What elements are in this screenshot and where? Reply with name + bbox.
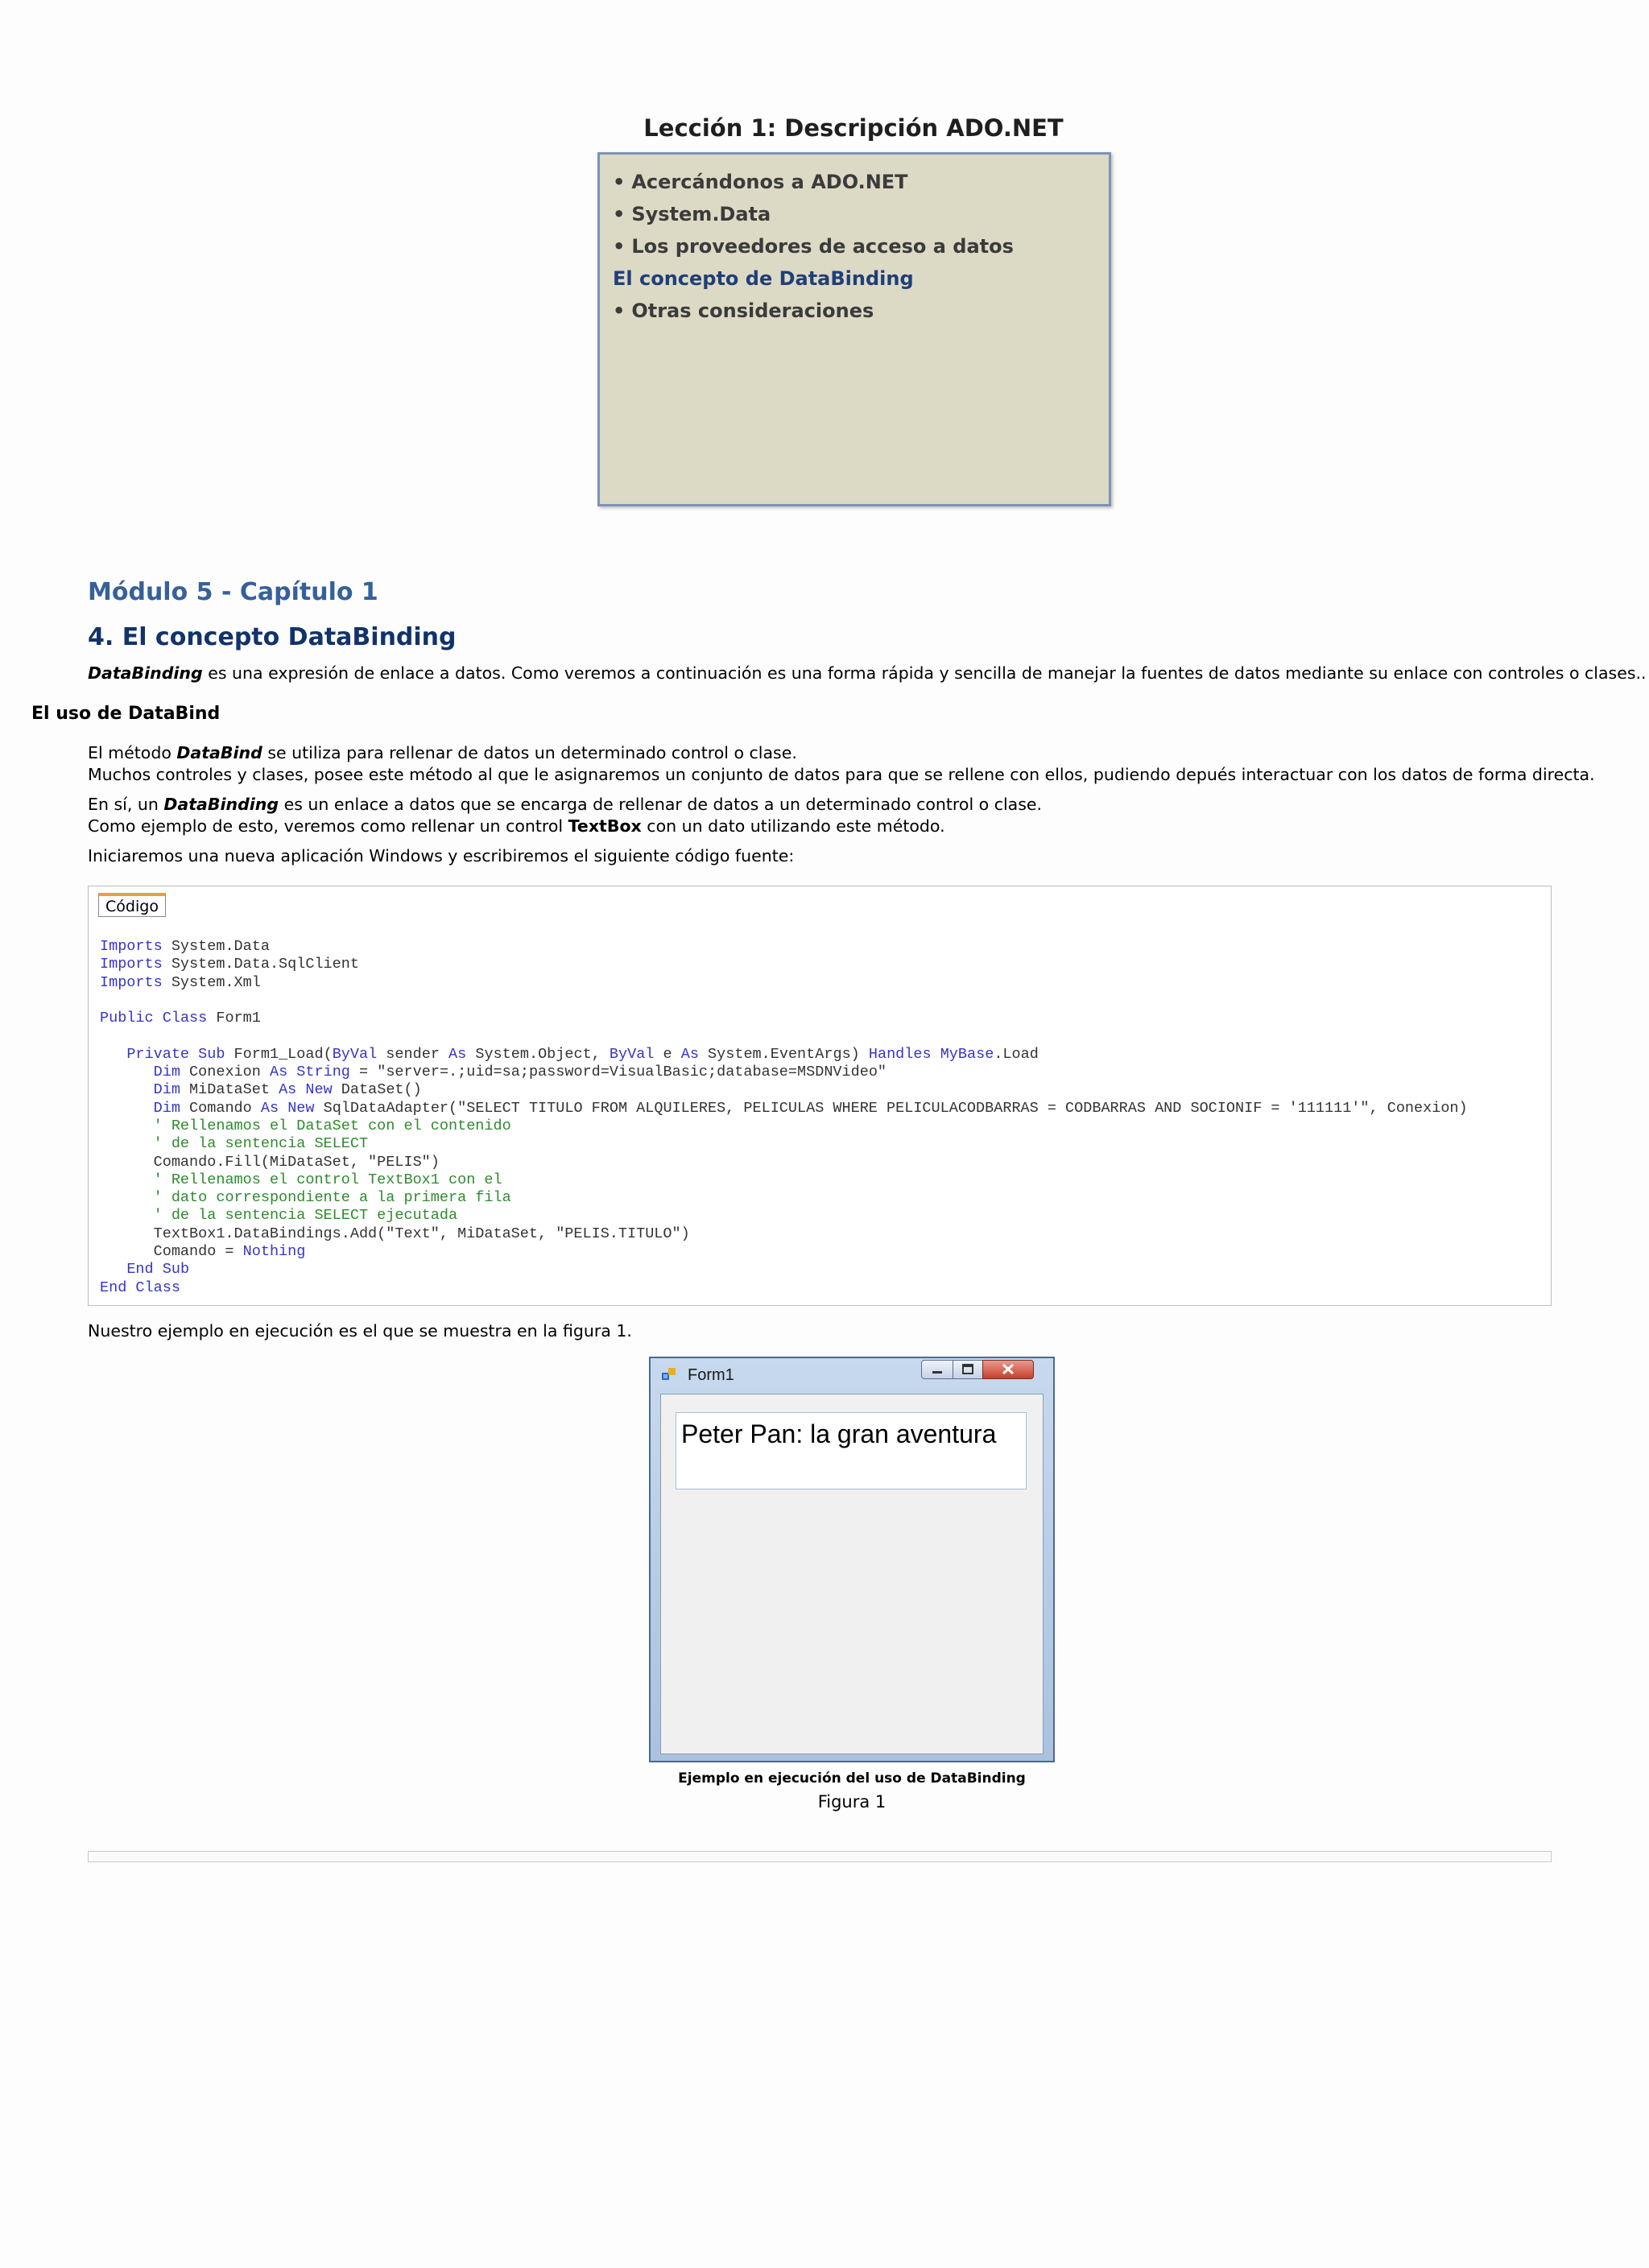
paragraph: El método DataBind se utiliza para rellenar de datos un determinado control o clase.: [88, 743, 797, 762]
code-block: [88, 886, 1552, 1306]
minimize-icon: [922, 1361, 953, 1378]
footer-divider: [88, 1851, 1552, 1862]
form-window: [649, 1357, 1055, 1762]
minimize-button[interactable]: [921, 1360, 953, 1379]
slide-item: • Acercándonos a ADO.NET: [613, 171, 908, 193]
section-title: El uso de DataBind: [31, 704, 221, 724]
paragraph: En sí, un DataBinding es un enlace a datos que se encarga de rellenar de datos a un determinado control o clase.: [88, 795, 1043, 814]
form-client-area: [660, 1394, 1044, 1754]
slide-topic-list: [613, 166, 1014, 327]
chapter-title: 4. El concepto DataBinding: [88, 623, 457, 651]
paragraph: Iniciaremos una nueva aplicación Windows y escribiremos el siguiente código fuente:: [88, 846, 795, 865]
paragraph: Como ejemplo de esto, veremos como rellenar un control TextBox con un dato utilizando este método.: [88, 816, 945, 836]
form-title: Form1: [688, 1366, 734, 1384]
close-button[interactable]: [982, 1360, 1034, 1379]
code-toggle-button[interactable]: Código: [98, 893, 166, 917]
intro-paragraph: DataBinding es una expresión de enlace a datos. Como veremos a continuación es una forma rápida y sencilla de manejar la fuentes de datos mediante su enlace con controles o clases..: [88, 663, 1647, 683]
slide-item: • Otras consideraciones: [613, 300, 874, 322]
form-app-icon: [662, 1368, 676, 1381]
maximize-icon: [953, 1361, 982, 1378]
slide-item-active: El concepto de DataBinding: [613, 267, 914, 290]
figure-caption: Ejemplo en ejecución del uso de DataBinding: [678, 1770, 1026, 1787]
module-title: Módulo 5 - Capítulo 1: [88, 578, 378, 606]
maximize-button[interactable]: [953, 1360, 983, 1379]
slide-title: Lección 1: Descripción ADO.NET: [643, 114, 1064, 142]
form-titlebar: [651, 1358, 1053, 1389]
figure-intro: Nuestro ejemplo en ejecución es el que se muestra en la figura 1.: [88, 1321, 632, 1341]
figure-label: Figura 1: [817, 1792, 886, 1812]
textbox1[interactable]: Peter Pan: la gran aventura: [676, 1412, 1027, 1489]
close-icon: [983, 1361, 1033, 1378]
paragraph: Muchos controles y clases, posee este método al que le asignaremos un conjunto de datos para que se rellene con ellos, pudiendo depués interactuar con los datos de forma directa.: [88, 765, 1595, 784]
code-listing: Imports System.Data Imports System.Data.SqlClient Imports System.Xml Public Class Form1 Private Sub Form1_Load(ByVal sender As System.Object, ByVal e As System.EventArgs) Handles MyBase.Load Dim Conexion As String = "server=.;uid=sa;password=VisualBasic;database=MSDNVideo" Dim MiDataSet As New DataSet() Dim Comando As New SqlDataAdapter("SELECT TITULO FROM ALQUILERES, PELICULAS WHERE PELICULACODBARRAS = CODBARRAS AND SOCIONIF = '111111'", Conexion) ' Rellenamos el DataSet con el contenido ' de la sentencia SELECT Comando.Fill(MiDataSet, "PELIS") ' Rellenamos el control TextBox1 con el ' dato correspondiente a la primera fila ' de la sentencia SELECT ejecutada TextBox1.DataBindings.Add("Text", MiDataSet, "PELIS.TITULO") Comando = Nothing End Sub End Class: [100, 938, 1468, 1296]
slide-item: • Los proveedores de acceso a datos: [613, 235, 1014, 258]
lesson-slide: [597, 152, 1111, 506]
slide-item: • System.Data: [613, 203, 771, 225]
